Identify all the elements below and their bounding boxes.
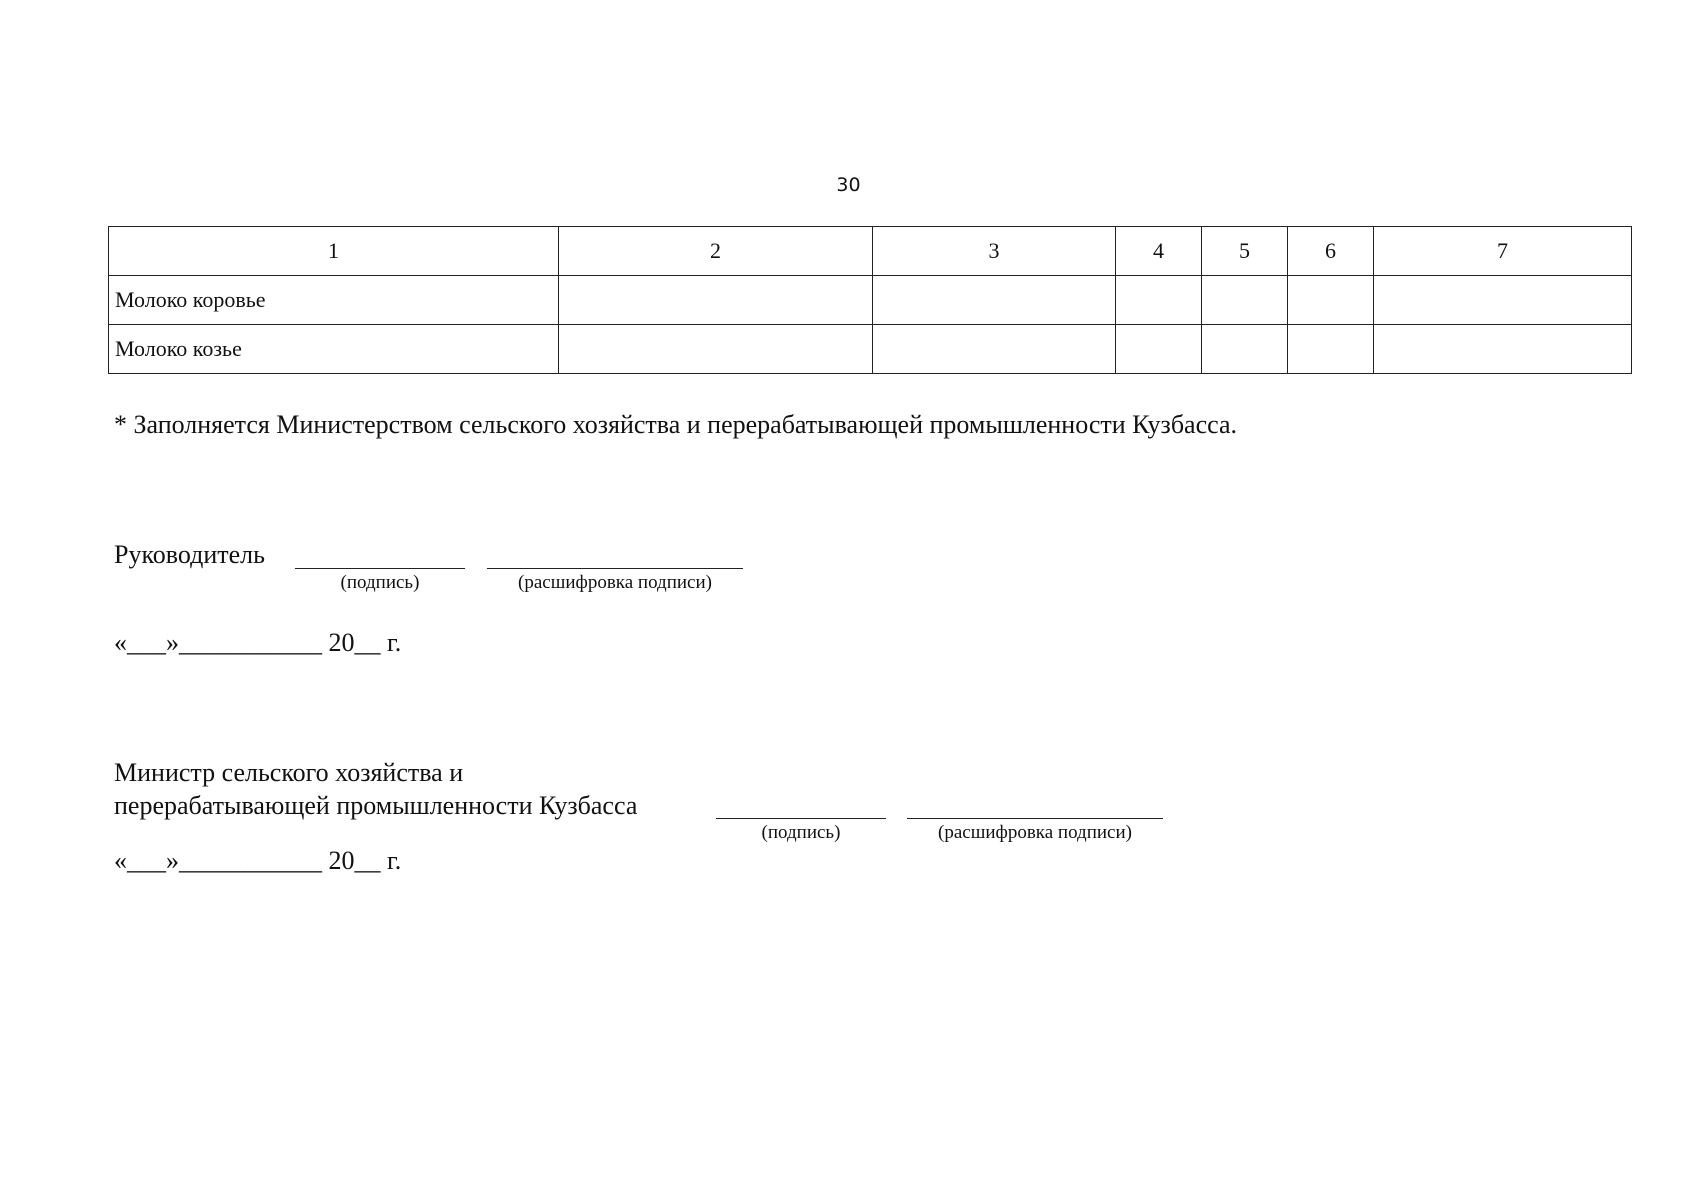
table-cell[interactable] — [1288, 325, 1374, 374]
column-number: 1 — [109, 227, 559, 276]
table-cell[interactable] — [559, 276, 873, 325]
table-cell[interactable] — [1288, 276, 1374, 325]
head-signature-line[interactable] — [295, 568, 465, 569]
head-title: Руководитель — [114, 540, 265, 569]
table-cell[interactable] — [873, 325, 1116, 374]
data-table — [108, 226, 1632, 374]
column-number: 5 — [1202, 227, 1288, 276]
table-cell[interactable] — [1202, 276, 1288, 325]
column-number: 4 — [1116, 227, 1202, 276]
minister-decode-caption: (расшифровка подписи) — [938, 822, 1132, 843]
table-cell[interactable] — [1374, 325, 1632, 374]
table-cell[interactable] — [1374, 276, 1632, 325]
minister-signature-line[interactable] — [716, 818, 886, 819]
footnote: * Заполняется Министерством сельского хозяйства и перерабатывающей промышленности Кузбасса. — [114, 410, 1238, 439]
column-number: 7 — [1374, 227, 1632, 276]
column-number: 3 — [873, 227, 1116, 276]
head-signature-caption: (подпись) — [340, 572, 420, 593]
table-cell[interactable] — [559, 325, 873, 374]
page-number: 30 — [836, 174, 861, 196]
table-header-row — [109, 227, 1632, 276]
row-label: Молоко козье — [109, 325, 559, 374]
minister-title-line2: перерабатывающей промышленности Кузбасса — [114, 791, 638, 820]
table-cell[interactable] — [1202, 325, 1288, 374]
head-decode-caption: (расшифровка подписи) — [518, 572, 712, 593]
column-number: 2 — [559, 227, 873, 276]
minister-date[interactable]: «___»___________ 20__ г. — [114, 846, 402, 875]
minister-title-line1: Министр сельского хозяйства и — [114, 758, 464, 787]
table-row — [109, 276, 1632, 325]
minister-signature-caption: (подпись) — [761, 822, 841, 843]
row-label: Молоко коровье — [109, 276, 559, 325]
head-decode-line[interactable] — [487, 568, 743, 569]
head-date[interactable]: «___»___________ 20__ г. — [114, 628, 402, 657]
table-cell[interactable] — [1116, 276, 1202, 325]
table-row — [109, 325, 1632, 374]
minister-decode-line[interactable] — [907, 818, 1163, 819]
column-number: 6 — [1288, 227, 1374, 276]
table-cell[interactable] — [873, 276, 1116, 325]
table-cell[interactable] — [1116, 325, 1202, 374]
